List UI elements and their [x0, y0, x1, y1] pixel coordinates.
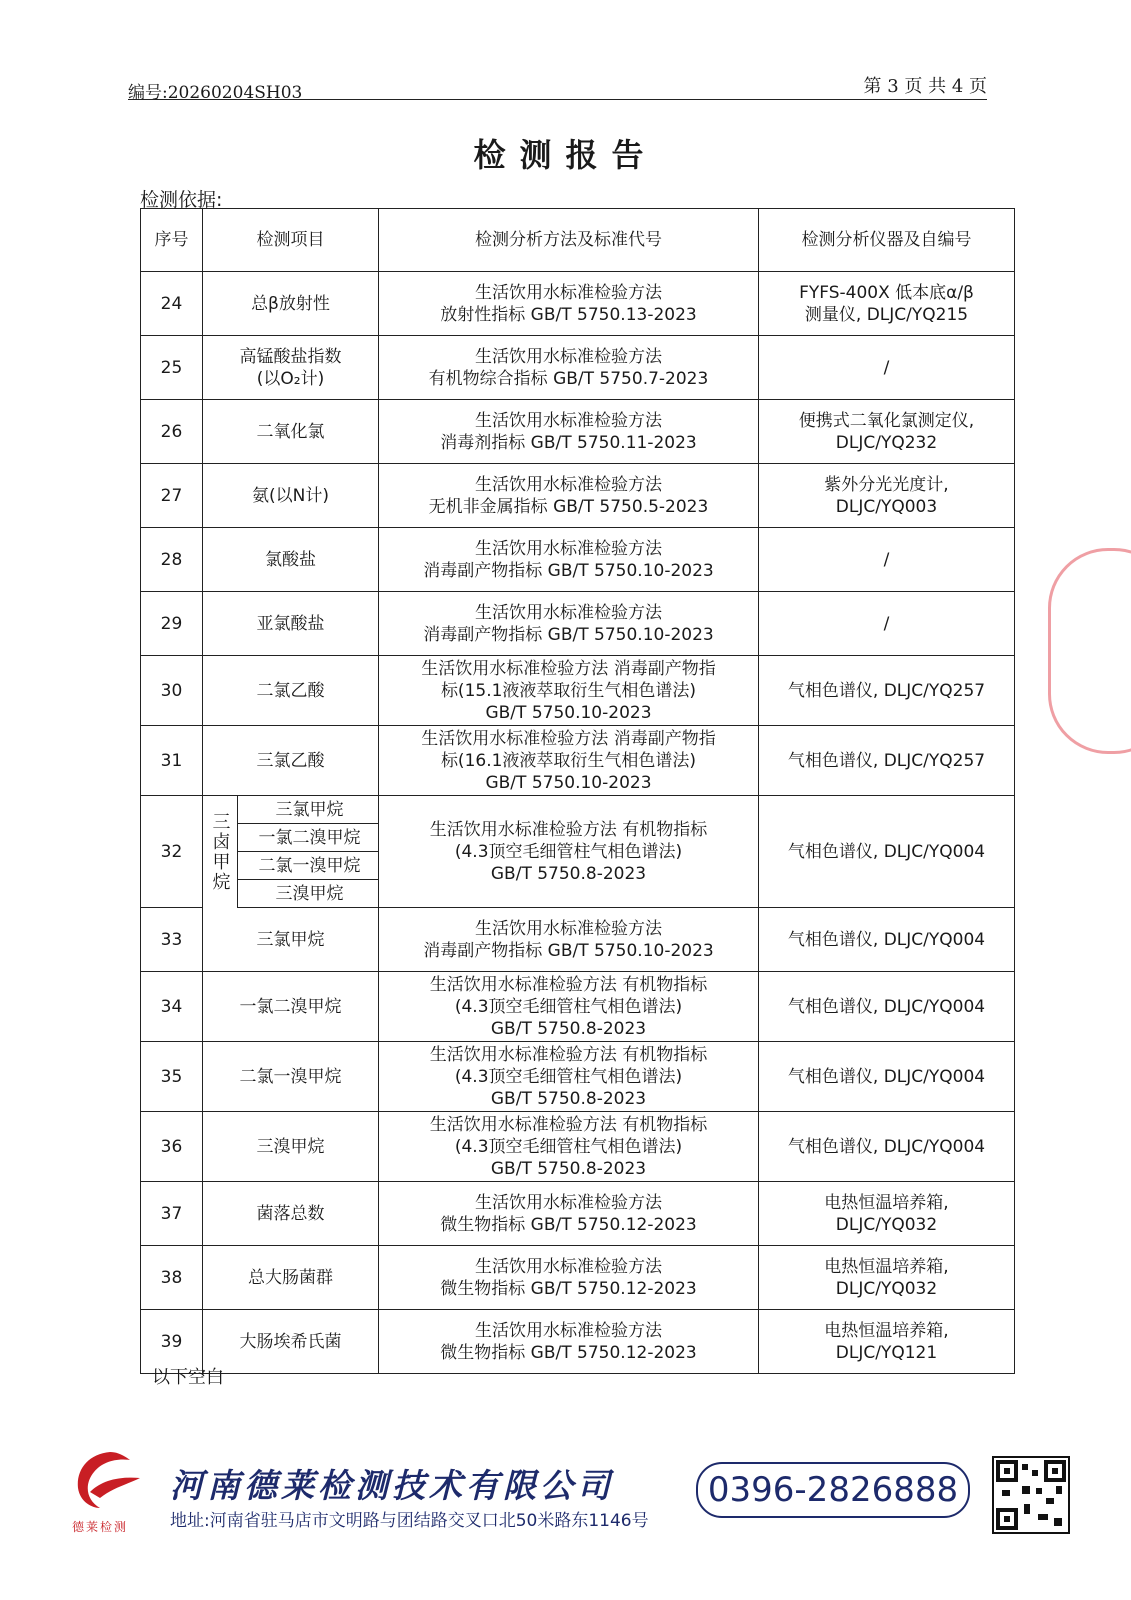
cell-line: 生活饮用水标准检验方法 — [475, 1192, 662, 1213]
item-name: 二氧化氯 — [256, 421, 325, 442]
cell-line: 电热恒温培养箱, — [824, 1320, 949, 1341]
cell-line: (4.3顶空毛细管柱气相色谱法) — [454, 841, 683, 862]
cell-line: DLJC/YQ121 — [835, 1342, 938, 1363]
cell-subitem: 三溴甲烷 — [203, 880, 379, 908]
table-row — [141, 528, 1015, 592]
cell-line: 生活饮用水标准检验方法 有机物指标 — [429, 974, 708, 995]
cell-line: 气相色谱仪, DLJC/YQ257 — [787, 680, 986, 701]
cell-method — [379, 336, 759, 400]
cell-line: 气相色谱仪, DLJC/YQ004 — [787, 996, 986, 1017]
cell-no: 32 — [141, 796, 203, 908]
table-row — [141, 592, 1015, 656]
cell-item — [203, 1042, 379, 1112]
cell-no: 39 — [141, 1310, 203, 1374]
cell-line: 微生物指标 GB/T 5750.12-2023 — [440, 1214, 697, 1235]
cell-item — [203, 1310, 379, 1374]
table-row — [141, 726, 1015, 796]
item-name: 三溴甲烷 — [256, 1136, 325, 1157]
cell-method — [379, 972, 759, 1042]
cell-instrument — [759, 1112, 1015, 1182]
table-row — [141, 972, 1015, 1042]
cell-item — [203, 528, 379, 592]
cell-instrument — [759, 1042, 1015, 1112]
cell-no: 36 — [141, 1112, 203, 1182]
cell-line: 气相色谱仪, DLJC/YQ004 — [787, 1136, 986, 1157]
item-name: 一氯二溴甲烷 — [239, 996, 342, 1017]
header-method: 检测分析方法及标准代号 — [379, 209, 759, 272]
cell-no: 33 — [141, 908, 203, 972]
group-label-trihalomethane — [203, 796, 238, 908]
test-basis-table — [140, 208, 1015, 1374]
cell-method — [379, 400, 759, 464]
header-instrument: 检测分析仪器及自编号 — [759, 209, 1015, 272]
table-row — [141, 336, 1015, 400]
cell-item — [203, 726, 379, 796]
cell-instrument — [759, 336, 1015, 400]
cell-line: GB/T 5750.10-2023 — [485, 772, 652, 793]
cell-line: 微生物指标 GB/T 5750.12-2023 — [440, 1342, 697, 1363]
cell-instrument — [759, 908, 1015, 972]
cell-line: 放射性指标 GB/T 5750.13-2023 — [440, 304, 697, 325]
table-row — [141, 1042, 1015, 1112]
cell-line: DLJC/YQ003 — [835, 496, 938, 517]
item-name: 高锰酸盐指数 — [239, 346, 342, 367]
cell-line: DLJC/YQ032 — [835, 1278, 938, 1299]
cell-line: 气相色谱仪, DLJC/YQ004 — [787, 841, 986, 862]
cell-line: 生活饮用水标准检验方法 — [475, 474, 662, 495]
cell-no: 31 — [141, 726, 203, 796]
cell-line: 电热恒温培养箱, — [824, 1256, 949, 1277]
cell-subitem: 三氯甲烷 — [203, 796, 379, 824]
cell-line: (4.3顶空毛细管柱气相色谱法) — [454, 1066, 683, 1087]
cell-line: 生活饮用水标准检验方法 有机物指标 — [429, 1044, 708, 1065]
cell-method — [379, 1310, 759, 1374]
item-name: 大肠埃希氏菌 — [239, 1331, 342, 1352]
cell-line: GB/T 5750.8-2023 — [490, 1158, 647, 1179]
cell-item — [203, 972, 379, 1042]
cell-line: / — [883, 549, 890, 570]
seal-stamp — [1048, 548, 1131, 754]
cell-item — [203, 272, 379, 336]
cell-instrument — [759, 656, 1015, 726]
cell-instrument — [759, 272, 1015, 336]
cell-method — [379, 1182, 759, 1246]
cell-line: GB/T 5750.8-2023 — [490, 1018, 647, 1039]
item-name: 总β放射性 — [251, 293, 330, 314]
company-name: 河南德莱检测技术有限公司 — [170, 1466, 614, 1505]
cell-line: GB/T 5750.10-2023 — [485, 702, 652, 723]
item-name: 氯酸盐 — [265, 549, 316, 570]
table-header-row — [141, 209, 1015, 272]
item-name: 三氯甲烷 — [256, 929, 325, 950]
cell-method — [379, 726, 759, 796]
group-label-text: 三卤甲烷 — [209, 811, 231, 892]
item-name: 总大肠菌群 — [248, 1267, 333, 1288]
cell-line: 生活饮用水标准检验方法 消毒副产物指 — [421, 658, 716, 679]
cell-line: 生活饮用水标准检验方法 — [475, 602, 662, 623]
item-name: 氨(以N计) — [252, 485, 329, 506]
report-number: 编号:20260204SH03 — [128, 83, 303, 103]
table-row — [141, 272, 1015, 336]
item-name: 菌落总数 — [256, 1203, 325, 1224]
item-name: 三氯乙酸 — [256, 750, 325, 771]
cell-line: 标(16.1液液萃取衍生气相色谱法) — [440, 750, 697, 771]
cell-line: FYFS-400X 低本底α/β — [799, 282, 974, 303]
qr-code-icon — [992, 1456, 1070, 1534]
cell-line: DLJC/YQ232 — [835, 432, 938, 453]
cell-subitem: 二氯一溴甲烷 — [203, 852, 379, 880]
cell-line: 标(15.1液液萃取衍生气相色谱法) — [440, 680, 697, 701]
cell-item — [203, 592, 379, 656]
basis-label: 检测依据: — [140, 189, 223, 211]
table-body — [141, 272, 1015, 1374]
cell-line: 生活饮用水标准检验方法 有机物指标 — [429, 819, 708, 840]
table-row — [141, 1310, 1015, 1374]
cell-method — [379, 592, 759, 656]
cell-item — [203, 1112, 379, 1182]
cell-item — [203, 400, 379, 464]
table-row — [141, 400, 1015, 464]
cell-line: 紫外分光光度计, — [824, 474, 949, 495]
blank-note: 以下空白 — [152, 1367, 224, 1388]
cell-method — [379, 1112, 759, 1182]
company-phone: 0396-2826888 — [696, 1462, 970, 1518]
cell-instrument — [759, 1310, 1015, 1374]
cell-line: (4.3顶空毛细管柱气相色谱法) — [454, 996, 683, 1017]
cell-line: 无机非金属指标 GB/T 5750.5-2023 — [428, 496, 709, 517]
cell-line: 生活饮用水标准检验方法 — [475, 1320, 662, 1341]
footer — [0, 1440, 1131, 1560]
company-logo-icon — [70, 1448, 148, 1512]
cell-method — [379, 656, 759, 726]
cell-method — [379, 272, 759, 336]
cell-item — [203, 908, 379, 972]
item-name: 二氯乙酸 — [256, 680, 325, 701]
cell-item — [203, 1182, 379, 1246]
cell-no: 27 — [141, 464, 203, 528]
cell-line: 有机物综合指标 GB/T 5750.7-2023 — [428, 368, 709, 389]
cell-line: 生活饮用水标准检验方法 — [475, 282, 662, 303]
cell-no: 29 — [141, 592, 203, 656]
cell-no: 30 — [141, 656, 203, 726]
cell-no: 26 — [141, 400, 203, 464]
report-title: 检测报告 — [473, 136, 658, 174]
cell-line: (4.3顶空毛细管柱气相色谱法) — [454, 1136, 683, 1157]
cell-instrument — [759, 972, 1015, 1042]
cell-line: 电热恒温培养箱, — [824, 1192, 949, 1213]
cell-item — [203, 1246, 379, 1310]
cell-line: 气相色谱仪, DLJC/YQ004 — [787, 929, 986, 950]
cell-line: 生活饮用水标准检验方法 — [475, 346, 662, 367]
cell-method — [379, 796, 759, 908]
table-row — [141, 464, 1015, 528]
cell-instrument — [759, 726, 1015, 796]
table-row — [141, 1246, 1015, 1310]
cell-line: 消毒副产物指标 GB/T 5750.10-2023 — [423, 560, 714, 581]
cell-no: 28 — [141, 528, 203, 592]
item-name: 亚氯酸盐 — [256, 613, 325, 634]
cell-line: 生活饮用水标准检验方法 — [475, 918, 662, 939]
cell-no: 25 — [141, 336, 203, 400]
item-note: (以O₂计) — [256, 368, 325, 389]
table-row — [141, 796, 1015, 824]
cell-line: / — [883, 613, 890, 634]
header-item: 检测项目 — [203, 209, 379, 272]
cell-method — [379, 1042, 759, 1112]
cell-line: 生活饮用水标准检验方法 有机物指标 — [429, 1114, 708, 1135]
cell-line: 气相色谱仪, DLJC/YQ257 — [787, 750, 986, 771]
table-row — [141, 1182, 1015, 1246]
cell-instrument — [759, 796, 1015, 908]
cell-subitem: 一氯二溴甲烷 — [203, 824, 379, 852]
cell-line: 消毒副产物指标 GB/T 5750.10-2023 — [423, 624, 714, 645]
item-name: 二氯一溴甲烷 — [239, 1066, 342, 1087]
company-address: 地址:河南省驻马店市文明路与团结路交叉口北50米路东1146号 — [170, 1511, 649, 1531]
cell-instrument — [759, 400, 1015, 464]
table-row — [141, 908, 1015, 972]
cell-item — [203, 336, 379, 400]
cell-line: 生活饮用水标准检验方法 — [475, 410, 662, 431]
cell-item — [203, 656, 379, 726]
cell-line: / — [883, 357, 890, 378]
logo-text: 德莱检测 — [72, 1520, 129, 1534]
cell-line: 消毒剂指标 GB/T 5750.11-2023 — [440, 432, 697, 453]
cell-no: 38 — [141, 1246, 203, 1310]
cell-instrument — [759, 592, 1015, 656]
cell-line: GB/T 5750.8-2023 — [490, 863, 647, 884]
cell-line: 生活饮用水标准检验方法 — [475, 1256, 662, 1277]
cell-method — [379, 1246, 759, 1310]
cell-line: 测量仪, DLJC/YQ215 — [804, 304, 969, 325]
cell-item — [203, 464, 379, 528]
cell-instrument — [759, 464, 1015, 528]
cell-no: 37 — [141, 1182, 203, 1246]
cell-method — [379, 908, 759, 972]
cell-instrument — [759, 1246, 1015, 1310]
table-row — [141, 1112, 1015, 1182]
cell-line: 生活饮用水标准检验方法 — [475, 538, 662, 559]
cell-line: 便携式二氧化氯测定仪, — [798, 410, 975, 431]
cell-method — [379, 528, 759, 592]
cell-line: 生活饮用水标准检验方法 消毒副产物指 — [421, 728, 716, 749]
cell-instrument — [759, 1182, 1015, 1246]
header-divider — [128, 99, 987, 100]
cell-no: 35 — [141, 1042, 203, 1112]
cell-line: GB/T 5750.8-2023 — [490, 1088, 647, 1109]
cell-instrument — [759, 528, 1015, 592]
cell-line: DLJC/YQ032 — [835, 1214, 938, 1235]
cell-line: 气相色谱仪, DLJC/YQ004 — [787, 1066, 986, 1087]
cell-line: 消毒副产物指标 GB/T 5750.10-2023 — [423, 940, 714, 961]
cell-no: 24 — [141, 272, 203, 336]
header-no: 序号 — [141, 209, 203, 272]
table-row — [141, 656, 1015, 726]
page-indicator: 第 3 页 共 4 页 — [863, 76, 987, 97]
cell-line: 微生物指标 GB/T 5750.12-2023 — [440, 1278, 697, 1299]
cell-method — [379, 464, 759, 528]
cell-no: 34 — [141, 972, 203, 1042]
